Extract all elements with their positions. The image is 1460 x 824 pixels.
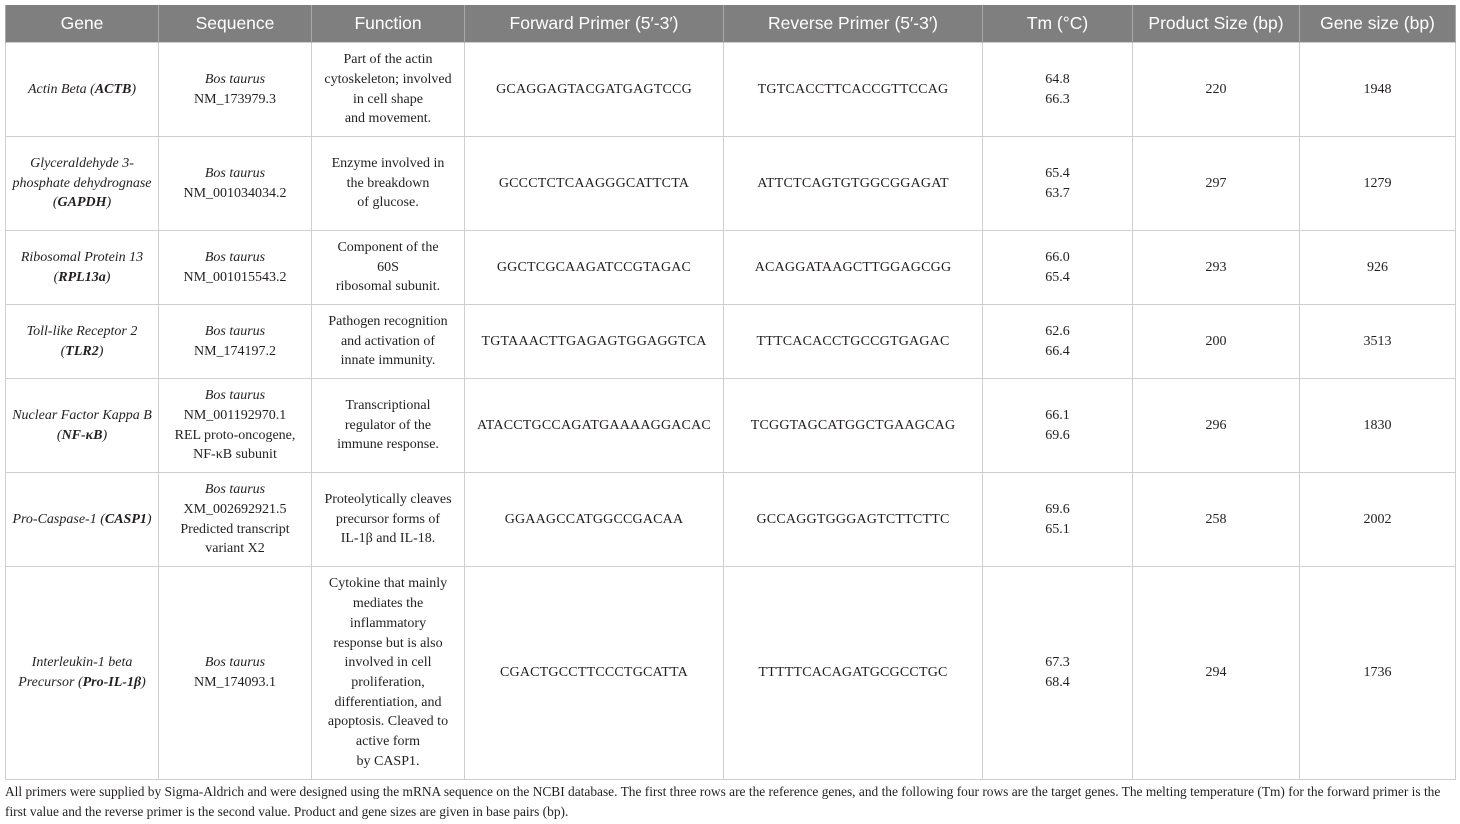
gene-name: Nuclear Factor Kappa B ( (12, 407, 152, 443)
function-line: active form (355, 734, 421, 750)
cell-sequence (159, 43, 312, 137)
sequence-line: NM_174197.2 (193, 343, 277, 359)
table-body (6, 43, 1456, 780)
function-line: mediates the (352, 596, 424, 612)
tm-forward: 66.0 (1045, 249, 1070, 265)
function-line: immune response. (337, 437, 439, 453)
cell-sequence (159, 473, 312, 567)
cell-gene-size: 926 (1300, 231, 1456, 305)
cell-gene (6, 379, 159, 473)
cell-sequence (159, 567, 312, 780)
cell-forward-primer: GGCTCGCAAGATCCGTAGAC (465, 231, 724, 305)
header-row (6, 5, 1456, 43)
tm-forward: 65.4 (1045, 165, 1070, 181)
cell-sequence (159, 379, 312, 473)
cell-reverse-primer: TTTTTCACAGATGCGCCTGC (724, 567, 983, 780)
gene-suffix: ) (106, 195, 112, 211)
cell-forward-primer: GGAAGCCATGGCCGACAA (465, 473, 724, 567)
table-row (6, 567, 1456, 780)
cell-reverse-primer: TGTCACCTTCACCGTTCCAG (724, 43, 983, 137)
function-line: Enzyme involved in (331, 155, 445, 171)
cell-reverse-primer: ACAGGATAAGCTTGGAGCGG (724, 231, 983, 305)
function-line: differentiation, and (334, 694, 442, 710)
function-line: Proteolytically cleaves (324, 491, 452, 507)
gene-name: Glyceraldehyde 3-phosphate dehydrognase ( (12, 155, 152, 211)
function-line: ribosomal subunit. (335, 279, 441, 295)
tm-reverse: 66.3 (1045, 91, 1070, 107)
sequence-line: NM_001015543.2 (183, 269, 287, 285)
cell-gene (6, 231, 159, 305)
header-tm: Tm (°C) (983, 5, 1133, 43)
function-line: cytoskeleton; involved (324, 71, 452, 87)
species: Bos taurus (204, 71, 266, 87)
gene-name: Interleukin-1 beta Precursor ( (18, 655, 133, 690)
sequence-line: NF-κB subunit (193, 447, 277, 463)
cell-product-size: 294 (1133, 567, 1300, 780)
cell-gene-size: 1279 (1300, 137, 1456, 231)
cell-product-size: 297 (1133, 137, 1300, 231)
tm-reverse: 63.7 (1045, 185, 1070, 201)
cell-product-size: 293 (1133, 231, 1300, 305)
cell-function (312, 379, 465, 473)
gene-name: Actin Beta ( (27, 81, 95, 97)
header-gene: Gene (6, 5, 159, 43)
gene-suffix: ) (146, 511, 152, 527)
function-line: proliferation, (351, 675, 425, 690)
gene-name: Toll-like Receptor 2 ( (26, 323, 138, 359)
cell-function (312, 473, 465, 567)
function-line: response but is also (333, 635, 443, 651)
function-line: 60S (377, 259, 399, 275)
table-row (6, 231, 1456, 305)
function-line: precursor forms of (335, 511, 441, 527)
table-row (6, 379, 1456, 473)
cell-product-size: 296 (1133, 379, 1300, 473)
function-line: IL-1β and IL-18. (340, 531, 436, 547)
gene-symbol: TLR2 (65, 343, 99, 359)
cell-forward-primer: ATACCTGCCAGATGAAAAGGACAC (465, 379, 724, 473)
cell-tm (983, 137, 1133, 231)
cell-gene-size: 1948 (1300, 43, 1456, 137)
cell-reverse-primer: GCCAGGTGGGAGTCTTCTTC (724, 473, 983, 567)
function-line: involved in cell (344, 655, 432, 671)
cell-forward-primer: GCAGGAGTACGATGAGTCCG (465, 43, 724, 137)
table-row (6, 43, 1456, 137)
species: Bos taurus (204, 482, 266, 498)
gene-symbol: ACTB (94, 81, 132, 97)
cell-product-size: 258 (1133, 473, 1300, 567)
table-row (6, 473, 1456, 567)
header-sequence: Sequence (159, 5, 312, 43)
cell-function (312, 137, 465, 231)
cell-gene-size: 2002 (1300, 473, 1456, 567)
cell-gene (6, 567, 159, 780)
function-line: regulator of the (344, 417, 432, 433)
tm-reverse: 66.4 (1045, 343, 1070, 359)
cell-gene-size: 3513 (1300, 305, 1456, 379)
gene-name: Ribosomal Protein 13 ( (20, 249, 144, 285)
function-line: innate immunity. (340, 353, 436, 369)
function-line: apoptosis. Cleaved to (327, 714, 449, 730)
cell-gene (6, 43, 159, 137)
tm-forward: 69.6 (1045, 501, 1070, 517)
cell-sequence (159, 231, 312, 305)
function-line: and activation of (340, 333, 436, 349)
cell-function (312, 305, 465, 379)
cell-tm (983, 379, 1133, 473)
cell-gene-size: 1830 (1300, 379, 1456, 473)
function-line: Part of the actin (343, 52, 433, 68)
primer-table (5, 5, 1456, 780)
header-gene-size: Gene size (bp) (1300, 5, 1456, 43)
cell-product-size: 200 (1133, 305, 1300, 379)
gene-symbol: NF-κB (61, 427, 103, 443)
header-function: Function (312, 5, 465, 43)
tm-forward: 67.3 (1045, 655, 1070, 671)
sequence-line: REL proto-oncogene, (174, 427, 296, 443)
header-reverse-primer: Reverse Primer (5′-3′) (724, 5, 983, 43)
sequence-line: Predicted transcript (180, 521, 290, 537)
function-line: inflammatory (349, 615, 427, 631)
tm-reverse: 65.4 (1045, 269, 1070, 285)
cell-gene (6, 137, 159, 231)
cell-tm (983, 305, 1133, 379)
sequence-line: variant X2 (205, 541, 265, 557)
cell-gene (6, 473, 159, 567)
table-row (6, 137, 1456, 231)
cell-tm (983, 473, 1133, 567)
cell-function (312, 43, 465, 137)
species: Bos taurus (204, 655, 266, 671)
cell-reverse-primer: TCGGTAGCATGGCTGAAGCAG (724, 379, 983, 473)
cell-sequence (159, 305, 312, 379)
cell-forward-primer: GCCCTCTCAAGGGCATTCTA (465, 137, 724, 231)
tm-forward: 64.8 (1045, 71, 1070, 87)
function-line: Component of the (337, 239, 439, 255)
cell-tm (983, 231, 1133, 305)
gene-suffix: ) (98, 343, 104, 359)
cell-forward-primer: TGTAAACTTGAGAGTGGAGGTCA (465, 305, 724, 379)
function-line: Transcriptional (345, 397, 431, 413)
tm-forward: 62.6 (1045, 323, 1070, 339)
cell-reverse-primer: TTTCACACCTGCCGTGAGAC (724, 305, 983, 379)
cell-function (312, 567, 465, 780)
cell-function (312, 231, 465, 305)
species: Bos taurus (204, 249, 266, 265)
cell-gene (6, 305, 159, 379)
cell-gene-size: 1736 (1300, 567, 1456, 780)
species: Bos taurus (204, 388, 266, 404)
table-row (6, 305, 1456, 379)
tm-reverse: 68.4 (1045, 675, 1070, 690)
cell-sequence (159, 137, 312, 231)
sequence-line: NM_173979.3 (193, 91, 277, 107)
header-forward-primer: Forward Primer (5′-3′) (465, 5, 724, 43)
function-line: Pathogen recognition (328, 313, 448, 329)
cell-tm (983, 43, 1133, 137)
function-line: Cytokine that mainly (328, 576, 448, 592)
cell-reverse-primer: ATTCTCAGTGTGGCGGAGAT (724, 137, 983, 231)
function-line: of glucose. (357, 195, 419, 211)
cell-product-size: 220 (1133, 43, 1300, 137)
gene-symbol: RPL13a (58, 269, 106, 285)
gene-symbol: GAPDH (57, 195, 107, 211)
primer-table-container (5, 5, 1455, 780)
function-line: by CASP1. (356, 753, 420, 769)
cell-tm (983, 567, 1133, 780)
sequence-line: XM_002692921.5 (183, 501, 287, 517)
sequence-line: NM_001192970.1 (183, 407, 287, 423)
tm-forward: 66.1 (1045, 407, 1070, 423)
gene-symbol: CASP1 (104, 511, 147, 527)
cell-forward-primer: CGACTGCCTTCCCTGCATTA (465, 567, 724, 780)
header-product-size: Product Size (bp) (1133, 5, 1300, 43)
tm-reverse: 65.1 (1045, 521, 1070, 537)
species: Bos taurus (204, 165, 266, 181)
function-line: and movement. (344, 111, 432, 127)
gene-name: Pro-Caspase-1 ( (12, 511, 105, 527)
sequence-line: NM_001034034.2 (183, 185, 287, 201)
sequence-line: NM_174093.1 (193, 675, 277, 690)
table-footnote: All primers were supplied by Sigma-Aldrich and were designed using the mRNA sequence on the NCBI database. The first three rows are the reference genes, and the following four rows are the target genes. The melting temperature (Tm) for the forward primer is the first value and the reverse primer is the second value. Product and gene sizes are given in base pairs (bp). (5, 784, 1441, 819)
gene-suffix: ) (131, 81, 137, 97)
gene-symbol: Pro-IL-1β (82, 675, 142, 690)
tm-reverse: 69.6 (1045, 427, 1070, 443)
function-line: in cell shape (353, 91, 423, 107)
gene-suffix: ) (105, 269, 111, 285)
gene-suffix: ) (102, 427, 108, 443)
gene-suffix: ) (141, 675, 146, 690)
species: Bos taurus (204, 323, 266, 339)
function-line: the breakdown (346, 175, 430, 191)
